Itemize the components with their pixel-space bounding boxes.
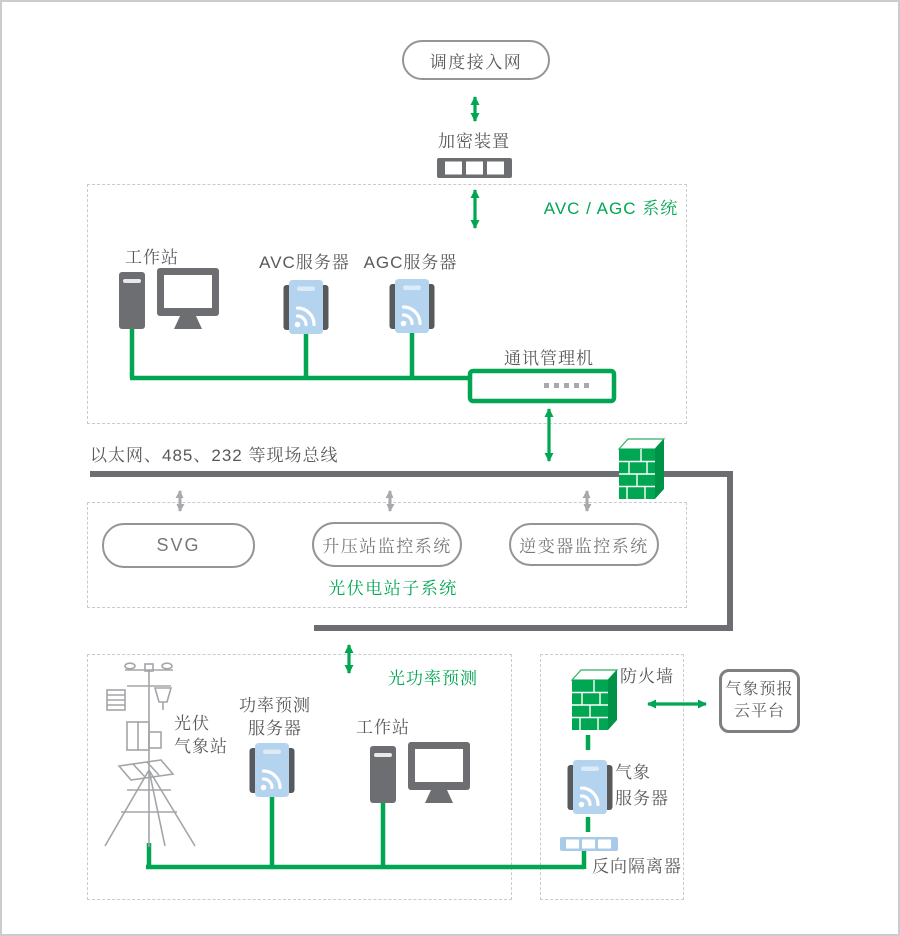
weather-server-label [615,760,669,812]
weather-server-line2: 服务器 [615,789,669,808]
bus-subsystem-arrows [180,491,587,511]
agc-server-label: AGC服务器 [363,253,458,272]
firewall-label: 防火墙 [620,667,674,686]
pv-weather-station-line2: 气象站 [174,737,228,756]
forecast-server-line2: 服务器 [248,719,302,738]
workstation-icon [119,268,219,329]
avc-server-icon [284,280,329,334]
forecast-server-label [238,694,312,740]
pv-weather-station-line1: 光伏 [174,714,210,733]
bus-firewall-icon [619,439,664,499]
pv-subsystem-title: 光伏电站子系统 [328,579,458,598]
avc-agc-title: AVC / AGC 系统 [543,199,679,218]
svg-node [102,523,255,568]
workstation-forecast-label: 工作站 [356,718,410,737]
encryption-device-icon [437,158,512,178]
cloud-platform-line1: 气象预报 [725,681,794,698]
encryption-device-label: 加密装置 [438,132,510,151]
forecast-lan-lines [146,797,584,869]
reverse-isolator-label: 反向隔离器 [592,857,682,876]
booster-monitoring-node [312,522,462,567]
inverter-monitoring-node [509,523,659,566]
workstation-icon-forecast [370,742,470,803]
avc-server-label: AVC服务器 [259,253,350,272]
weather-cloud-platform-node [719,669,800,733]
agc-server-icon [390,279,435,333]
dispatch-network-node [402,40,550,80]
weather-server-icon [568,760,613,814]
pv-weather-station-label [174,712,228,758]
workstation-label: 工作站 [125,248,179,267]
comm-manager-label: 通讯管理机 [504,349,594,368]
inverter-monitoring-label: 逆变器监控系统 [519,537,649,556]
svg-label: SVG [156,535,201,555]
forecast-server-line1: 功率预测 [239,696,311,715]
firewall-icon [572,670,617,730]
forecast-server-icon [250,743,295,797]
field-bus-label: 以太网、485、232 等现场总线 [90,446,339,465]
dispatch-network-label: 调度接入网 [429,52,523,72]
cloud-platform-line2: 云平台 [733,703,785,720]
comm-manager-icon [470,371,614,401]
power-forecast-title: 光功率预测 [388,669,478,688]
weather-server-line1: 气象 [615,763,651,782]
reverse-isolator-icon [560,837,618,851]
booster-monitoring-label: 升压站监控系统 [322,537,452,556]
